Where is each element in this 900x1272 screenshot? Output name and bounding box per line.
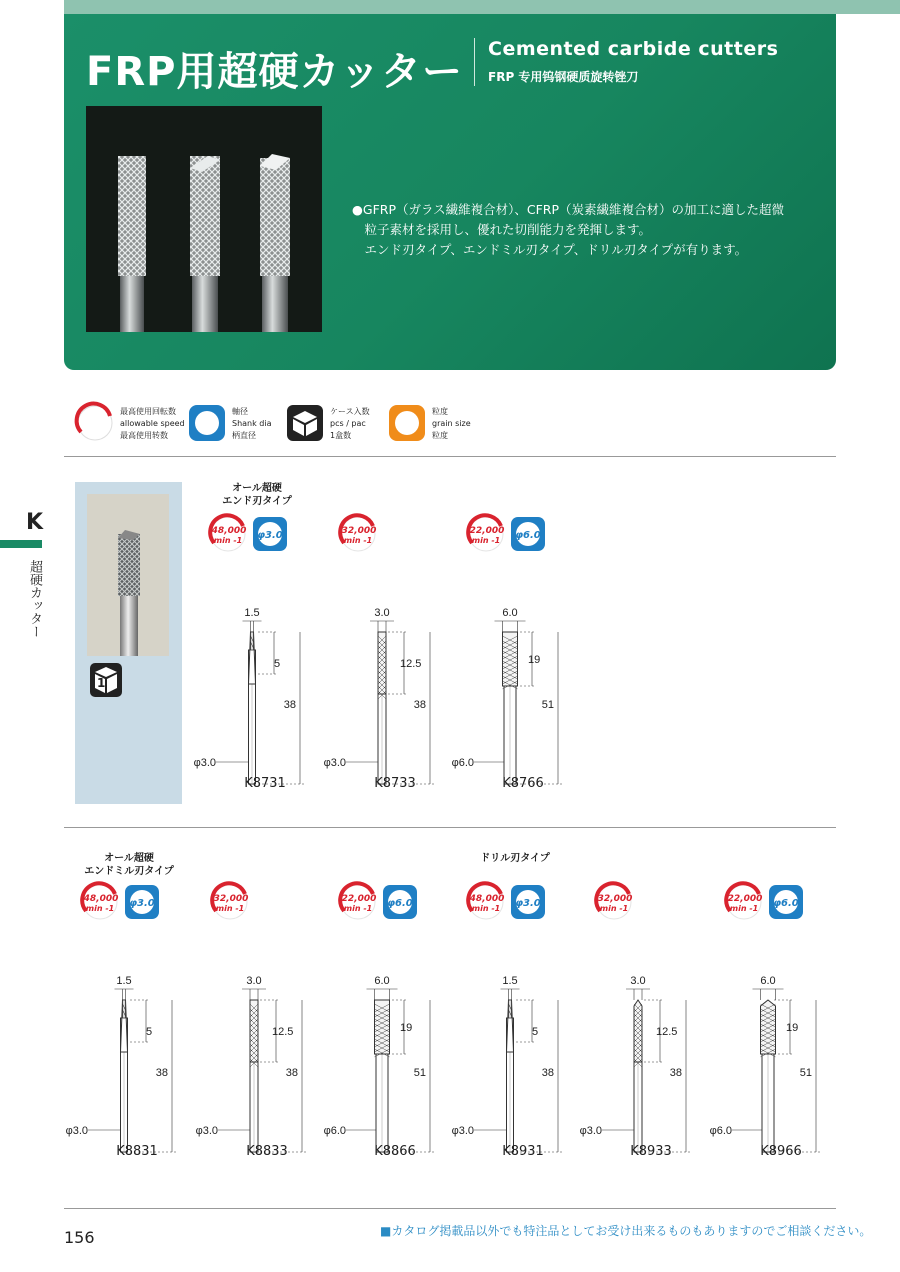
shank-badge-label: φ3.0 xyxy=(515,898,541,909)
shank-diameter-label: φ3.0 xyxy=(195,1125,218,1137)
legend-case-cn: 1盒数 xyxy=(330,431,352,440)
product-k8966 xyxy=(709,882,846,1182)
shank-diameter-label: φ3.0 xyxy=(451,1125,474,1137)
tool-drawing xyxy=(452,975,562,1152)
tip-diameter-label: 6.0 xyxy=(502,607,518,619)
type-label-line: オール超硬 xyxy=(232,483,282,494)
speed-value: 32,000 xyxy=(213,894,249,904)
tool-drawing xyxy=(324,607,434,784)
overall-length-label: 51 xyxy=(413,1067,426,1079)
footer-note: ■カタログ掲載品以外でも特注品としてお受け出来るものもありますのでご相談ください。 xyxy=(380,1224,872,1238)
product-spec-drawing xyxy=(65,882,202,1167)
cutter-closeup-illustration xyxy=(87,494,169,656)
tool-drawing xyxy=(66,975,176,1152)
section2-type-label xyxy=(74,852,184,878)
type-label-line: オール超硬 xyxy=(104,853,154,864)
blade-length-label: 12.5 xyxy=(656,1026,678,1038)
speed-badge xyxy=(468,515,504,551)
title-english: Cemented carbide cutters xyxy=(488,38,779,60)
overall-length-label: 38 xyxy=(283,699,296,711)
speed-badge xyxy=(212,883,248,919)
product-description xyxy=(352,200,832,260)
tip-diameter-label: 3.0 xyxy=(246,975,262,987)
shank-diameter-label: φ3.0 xyxy=(323,757,346,769)
product-code: K8833 xyxy=(246,1144,288,1159)
product-code: K8966 xyxy=(760,1144,802,1159)
product-k8831 xyxy=(65,882,202,1182)
product-spec-drawing xyxy=(451,514,588,799)
divider xyxy=(64,456,836,457)
product-spec-drawing xyxy=(579,882,716,1167)
tip-diameter-label: 1.5 xyxy=(244,607,260,619)
legend-grain-cn: 粒度 xyxy=(432,431,448,440)
overall-length-label: 38 xyxy=(155,1067,168,1079)
tool-drawing xyxy=(196,975,306,1152)
case-cube-icon xyxy=(284,402,326,444)
product-k8933 xyxy=(579,882,716,1182)
shank-badge xyxy=(253,517,287,551)
speed-unit: min -1 xyxy=(343,536,373,545)
product-k8733 xyxy=(323,514,460,814)
speed-value: 22,000 xyxy=(469,526,505,536)
product-code: K8931 xyxy=(502,1144,544,1159)
legend-shank-jp: 軸径 xyxy=(232,407,248,416)
speed-unit: min -1 xyxy=(471,904,501,913)
hero-banner xyxy=(64,14,836,370)
tool-drawing xyxy=(710,975,820,1152)
product-k8766 xyxy=(451,514,588,814)
cutter-closeup-photo xyxy=(87,494,169,656)
shank-badge-label: φ3.0 xyxy=(129,898,155,909)
blade-length-label: 19 xyxy=(528,654,541,666)
speed-value: 32,000 xyxy=(341,526,377,536)
page-number: 156 xyxy=(64,1228,95,1247)
speed-unit: min -1 xyxy=(215,904,245,913)
tool-drawing xyxy=(324,975,434,1152)
blade-length-label: 19 xyxy=(400,1022,413,1034)
description-line: 粒子素材を採用し、優れた切削能力を発揮します。 xyxy=(352,222,652,237)
shank-diameter-label: φ6.0 xyxy=(451,757,474,769)
footer-divider xyxy=(64,1208,836,1209)
description-line: エンド刃タイプ、エンドミル刃タイプ、ドリル刃タイプが有ります。 xyxy=(352,242,748,257)
tip-diameter-label: 6.0 xyxy=(760,975,776,987)
description-line: ●GFRP（ガラス繊維複合材）、CFRP（炭素繊維複合材）の加工に適した超微 xyxy=(352,202,785,217)
tip-diameter-label: 3.0 xyxy=(374,607,390,619)
tool-drawing xyxy=(194,607,304,784)
speed-badge xyxy=(596,883,632,919)
shank-badge-label: φ3.0 xyxy=(257,530,283,541)
product-code: K8731 xyxy=(244,776,286,791)
case-quantity-badge xyxy=(89,662,123,702)
shank-diameter-icon xyxy=(186,402,228,444)
product-spec-drawing xyxy=(195,882,332,1167)
page-title: FRP用超硬カッター xyxy=(86,49,464,95)
section-letter: K xyxy=(26,510,44,535)
blade-length-label: 12.5 xyxy=(272,1026,294,1038)
blade-length-label: 5 xyxy=(532,1026,539,1038)
title-chinese: FRP 专用钨钢硬质旋转锉刀 xyxy=(488,70,639,84)
shank-diameter-label: φ3.0 xyxy=(193,757,216,769)
tip-diameter-label: 1.5 xyxy=(502,975,518,987)
grain-size-icon xyxy=(386,402,428,444)
speed-unit: min -1 xyxy=(729,904,759,913)
overall-length-label: 38 xyxy=(413,699,426,711)
case-cube-icon xyxy=(89,662,123,698)
speed-value: 32,000 xyxy=(597,894,633,904)
title-divider xyxy=(474,38,475,86)
detail-photo-panel xyxy=(75,482,182,804)
legend-shank-en: Shank dia xyxy=(232,419,272,428)
shank-badge xyxy=(511,885,545,919)
case-quantity: 1 xyxy=(97,676,106,690)
shank-badge-label: φ6.0 xyxy=(387,898,413,909)
legend-speed-en: allowable speed xyxy=(120,419,185,428)
shank-diameter-label: φ3.0 xyxy=(65,1125,88,1137)
speed-value: 48,000 xyxy=(211,526,247,536)
speed-icon xyxy=(74,402,116,444)
speed-value: 22,000 xyxy=(341,894,377,904)
legend-speed-jp: 最高使用回転数 xyxy=(120,407,176,416)
type-label-line: エンドミル刃タイプ xyxy=(84,866,174,877)
speed-badge xyxy=(468,883,504,919)
shank-badge-label: φ6.0 xyxy=(515,530,541,541)
speed-value: 48,000 xyxy=(83,894,119,904)
tip-diameter-label: 1.5 xyxy=(116,975,132,987)
tip-diameter-label: 3.0 xyxy=(630,975,646,987)
shank-badge xyxy=(511,517,545,551)
shank-diameter-label: φ6.0 xyxy=(323,1125,346,1137)
product-code: K8766 xyxy=(502,776,544,791)
blade-length-label: 19 xyxy=(786,1022,799,1034)
blade-length-label: 12.5 xyxy=(400,658,422,670)
speed-badge xyxy=(726,883,762,919)
legend-speed-cn: 最高使用转数 xyxy=(120,431,168,440)
legend-shank-cn: 柄直径 xyxy=(232,431,256,440)
product-spec-drawing xyxy=(323,882,460,1167)
type-label-line: エンド刃タイプ xyxy=(222,496,292,507)
speed-unit: min -1 xyxy=(471,536,501,545)
speed-badge xyxy=(82,883,118,919)
speed-unit: min -1 xyxy=(85,904,115,913)
shank-badge-label: φ6.0 xyxy=(773,898,799,909)
legend-grain-en: grain size xyxy=(432,419,471,428)
shank-diameter-label: φ3.0 xyxy=(579,1125,602,1137)
product-k8931 xyxy=(451,882,588,1182)
blade-length-label: 5 xyxy=(146,1026,153,1038)
product-spec-drawing xyxy=(323,514,460,799)
divider xyxy=(64,827,836,828)
product-code: K8831 xyxy=(116,1144,158,1159)
shank-badge xyxy=(125,885,159,919)
shank-badge xyxy=(769,885,803,919)
top-accent-bar xyxy=(64,0,900,14)
tool-drawing xyxy=(452,607,562,784)
legend-grain-jp: 粒度 xyxy=(432,407,448,416)
speed-value: 48,000 xyxy=(469,894,505,904)
speed-unit: min -1 xyxy=(599,904,629,913)
speed-badge xyxy=(210,515,246,551)
overall-length-label: 51 xyxy=(799,1067,812,1079)
product-code: K8933 xyxy=(630,1144,672,1159)
speed-value: 22,000 xyxy=(727,894,763,904)
overall-length-label: 38 xyxy=(285,1067,298,1079)
overall-length-label: 51 xyxy=(541,699,554,711)
speed-badge xyxy=(340,883,376,919)
product-code: K8866 xyxy=(374,1144,416,1159)
overall-length-label: 38 xyxy=(669,1067,682,1079)
section1-type-label xyxy=(212,482,302,508)
legend-case-en: pcs / pac xyxy=(330,419,366,428)
product-k8866 xyxy=(323,882,460,1182)
product-code: K8733 xyxy=(374,776,416,791)
speed-unit: min -1 xyxy=(213,536,243,545)
speed-badge xyxy=(340,515,376,551)
product-spec-drawing xyxy=(451,882,588,1167)
product-spec-drawing xyxy=(193,514,330,799)
product-k8731 xyxy=(193,514,330,814)
overall-length-label: 38 xyxy=(541,1067,554,1079)
shank-badge xyxy=(383,885,417,919)
product-photo xyxy=(86,106,322,332)
drill-type-label: ドリル刃タイプ xyxy=(480,853,550,864)
legend-case-jp: ケース入数 xyxy=(330,407,370,416)
tip-diameter-label: 6.0 xyxy=(374,975,390,987)
blade-length-label: 5 xyxy=(274,658,281,670)
section-side-label: 超硬カッター xyxy=(27,560,42,638)
speed-unit: min -1 xyxy=(343,904,373,913)
shank-diameter-label: φ6.0 xyxy=(709,1125,732,1137)
product-spec-drawing xyxy=(709,882,846,1167)
carbide-cutters-illustration xyxy=(86,106,322,332)
product-k8833 xyxy=(195,882,332,1182)
tool-drawing xyxy=(580,975,690,1152)
section-tab-bar xyxy=(0,540,42,548)
